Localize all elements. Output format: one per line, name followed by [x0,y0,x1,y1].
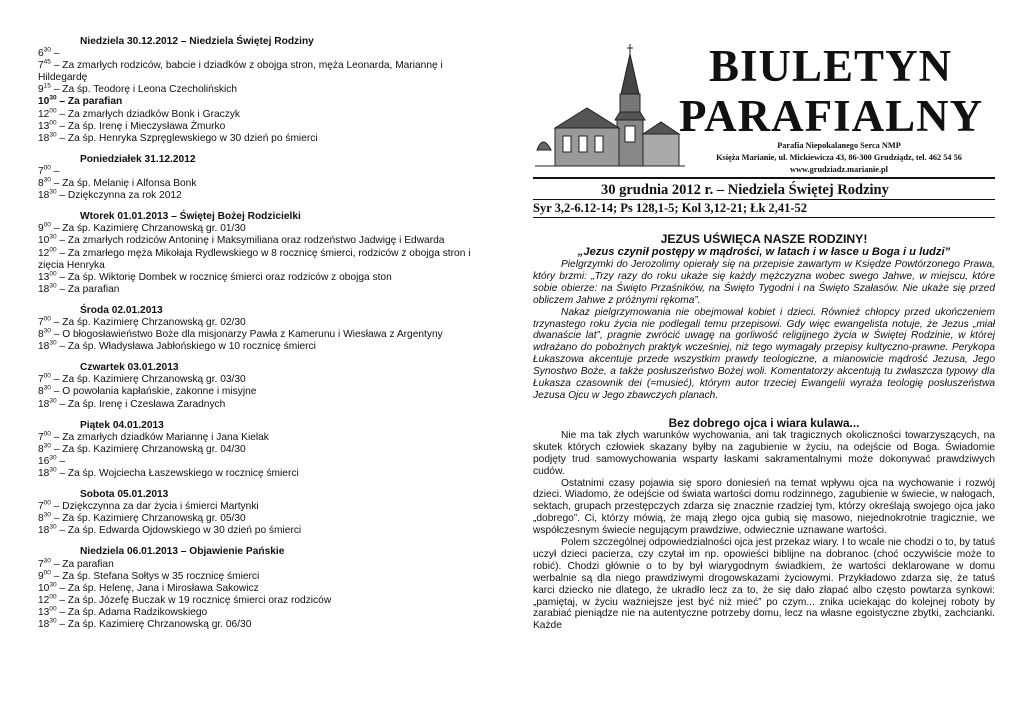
mass-intention: – Za parafian [56,96,123,108]
mass-hour: 9 [38,570,44,582]
mass-intention: – Za śp. Józefę Buczak w 19 rocznicę śmierci oraz rodziców [56,594,332,606]
mass-hour: 7 [38,165,44,177]
mass-entry [38,166,486,178]
section-paragraph: Polem szczególnej odpowiedzialności ojca jest przekaz wiary. I to wcale nie chodzi o to, by tatuś uczył dzieci pacierza, czy czytał im np. opowieści biblijne na dobranoc (choć oczywiście może to robić). Chodzi głównie o to by był wiarygodnym świadkiem, że wartości deklarowane w domu werbalnie są dla niego prawdziwymi drogowskazami życiowymi. Przykładowo zdarza się, że tatuś karci dziecko nie dlatego, że ukradło lecz za to, że się dało złapać albo często powtarza synkowi: „pamiętaj, w życiu ważniejsze jest być niż mieć” po czym... znika uciekając do kolejnej roboty by zarabiać pieniądze nie na autentyczne potrzeby domu, lecz na własne egoistyczne zbytki, zachcianki. Każde [533,537,995,632]
mass-minute: 00 [49,593,57,601]
mass-intention: – Za parafian [50,558,114,570]
mass-entry [38,444,486,456]
parish-address: Księża Marianie, ul. Mickiewicza 43, 86-300 Grudziądz, tel. 462 54 56 [716,153,962,162]
mass-hour: 7 [38,316,44,328]
mass-hour: 13 [38,120,50,132]
mass-intention: – Za zmarłego męża Mikołaja Rydlewskiego w 8 rocznicę śmierci, rodziców z obojga stron i zięcia Henryka [38,247,471,271]
mass-hour: 8 [38,178,44,190]
mass-minute: 30 [49,188,57,196]
schedule-day [38,546,486,631]
mass-minute: 30 [49,282,57,290]
mass-intention: – Za śp. Wojciecha Łaszewskiego w rocznicę śmierci [56,468,299,479]
parish-website: www.grudziadz.marianie.pl [790,165,888,174]
mass-intention: – [56,455,66,467]
mass-entry [38,60,486,84]
mass-minute: 00 [43,499,51,507]
mass-intention: – Za śp. Kazimierę Chrzanowską gr. 06/30 [56,619,252,631]
mass-intention: – Za śp. Kazimierę Chrzanowską gr. 02/30 [50,316,246,328]
mass-minute: 00 [43,569,51,577]
schedule-day [38,489,486,537]
schedule-day [38,154,486,202]
mass-entry [38,571,486,583]
mass-minute: 00 [43,164,51,172]
mass-minute: 00 [43,372,51,380]
mass-entry [38,223,486,235]
mass-entry [38,468,486,480]
bulletin-right-column [533,30,995,632]
mass-minute: 30 [43,327,51,335]
mass-entry [38,595,486,607]
mass-hour: 13 [38,606,50,618]
mass-hour: 6 [38,48,44,60]
mass-intention: – Za śp. Kazimierę Chrzanowską gr. 04/30 [50,443,246,455]
mass-hour: 16 [38,455,50,467]
mass-entry [38,583,486,595]
bulletin-title-line2: PARAFIALNY [679,91,984,141]
mass-minute: 15 [43,82,51,90]
schedule-day [38,420,486,480]
mass-entry [38,284,486,296]
mass-intention: – Za śp. Władysława Jabłońskiego w 10 rocznicę śmierci [56,341,316,353]
mass-hour: 18 [38,190,50,202]
issue-date: 30 grudnia 2012 r. – Niedziela Świętej Rodziny [601,182,889,198]
mass-hour: 18 [38,283,50,295]
mass-minute: 00 [43,221,51,229]
mass-entry [38,329,486,341]
mass-entry [38,341,486,353]
day-title: Sobota 05.01.2013 [80,489,169,501]
liturgical-readings: Syr 3,2-6.12-14; Ps 128,1-5; Kol 3,12-21; Łk 2,41-52 [533,199,995,218]
mass-minute: 00 [49,107,57,115]
mass-hour: 18 [38,341,50,353]
mass-intention: – Za śp. Henryka Szpręglewskiego w 30 dzień po śmierci [56,132,318,144]
mass-hour: 12 [38,594,50,606]
mass-entry [38,399,486,411]
schedule-day [38,362,486,410]
mass-minute: 30 [43,46,51,54]
mass-hour: 7 [38,501,44,513]
mass-entry [38,121,486,133]
mass-intention: – Za śp. Kazimierę Chrzanowską gr. 01/30 [50,223,246,235]
mass-minute: 00 [43,315,51,323]
mass-schedule [38,36,486,640]
mass-intention: – O powołania kapłańskie, zakonne i misyjne [50,386,257,398]
mass-hour: 9 [38,84,44,96]
mass-hour: 12 [38,247,50,259]
mass-minute: 30 [49,234,57,242]
mass-entry [38,432,486,444]
mass-entry [38,190,486,202]
mass-hour: 10 [38,235,50,247]
mass-hour: 7 [38,558,44,570]
mass-intention: – Za zmarłych dziadków Bonk i Graczyk [56,108,241,120]
day-title: Środa 02.01.2013 [80,304,163,316]
mass-intention: – Za zmarłych rodziców Antoninę i Maksymiliana oraz rodzeństwo Jadwigę i Edwarda [56,235,445,247]
mass-minute: 30 [49,466,57,474]
mass-intention: – Za śp. Teodorę i Leona Czecholińskich [50,84,238,96]
mass-entry [38,248,486,272]
mass-minute: 00 [49,270,57,278]
mass-intention: – O błogosławieństwo Boże dla misjonarzy Pawła z Kamerunu i Wiesława z Argentyny [50,329,443,341]
day-title: Niedziela 30.12.2012 – Niedziela Świętej Rodziny [80,36,314,47]
mass-hour: 18 [38,398,50,410]
section-title: Bez dobrego ojca i wiara kulawa... [668,415,860,430]
mass-hour: 13 [38,271,50,283]
article-paragraph: Nakaz pielgrzymowania nie obejmował kobiet i dzieci. Również chłopcy przed ukończeniem trzynastego roku życia nie podlegali temu przepisowi. Gdy więc ewangelista notuje, że Jezus „miał dwanaście lat”, pragnie zwrócić uwagę na gorliwość religijnego życia w Świętej Rodzinie, w której wdrażano do pobożnych praktyk wcześniej, niż tego wymagały przepisy kultyczno-prawne. Perykopa Łukaszowa akcentuje przede wszystkim prawdy teologiczne, a mianowicie mądrość Jezusa, Jego Synostwo Boże, a także posłuszeństwo Bożej woli. Komentatorzy akcentują tu zwłaszcza typowy dla Łukasza czasownik dei (=musieć), którym autor trzeciej Ewangelii wyraża teologię posłuszeństwa Jezusa Ojcu w Jego zbawczych planach. [533,306,995,401]
article-paragraph: Pielgrzymki do Jerozolimy opierały się na przepisie zawartym w Księdze Powtórzonego Prawa, który brzmi: „Trzy razy do roku ukaże się każdy mężczyzna wobec swego Jahwe, w miejscu, które sobie obierze: na Święto Przaśników, na Święto Tygodni i na Święto Szałasów. Nie ukaże się przed obliczem Jahwe z próżnymi rękoma”. [533,259,995,306]
mass-intention: – [50,48,60,60]
mass-minute: 00 [49,246,57,254]
mass-minute: 30 [43,176,51,184]
mass-hour: 7 [38,374,44,386]
schedule-day [38,211,486,296]
mass-hour: 18 [38,525,50,537]
mass-intention: – Za zmarłych dziadków Mariannę i Jana Kielak [50,431,269,443]
mass-entry [38,456,486,468]
masthead [533,30,995,172]
mass-minute: 00 [43,430,51,438]
mass-intention: – Za śp. Irenę i Mieczysława Żmurko [56,120,226,132]
mass-entry [38,525,486,537]
mass-entry [38,272,486,284]
mass-intention: – Za parafian [56,283,120,295]
mass-hour: 18 [38,619,50,631]
divider [533,177,995,179]
mass-entry [38,374,486,386]
mass-hour: 8 [38,386,44,398]
mass-hour: 10 [38,582,50,594]
mass-entry [38,501,486,513]
mass-hour: 12 [38,108,50,120]
mass-intention: – Za śp. Irenę i Czesława Zaradnych [56,398,226,410]
section-paragraph: Ostatnimi czasy pojawia się sporo doniesień na temat wpływu ojca na wychowanie i rozwój dzieci. Wiadomo, że odejście od świata wartości domu rodzinnego, zagubienie w świecie, w nałogach, sektach, grupach przestępczych zdarza się znacznie rzadziej tym, którzy określają swojego ojca jako „dobrego”. Ci, którzy mówią, że mają złego ojca gubią się masowo, niejednokrotnie tragicznie, we współczesnym świecie negującym prawdziwe, odwiecznie uznawane wartości. [533,477,995,537]
mass-intention: – Dziękczynna za rok 2012 [56,190,182,202]
mass-entry [38,48,486,60]
mass-entry [38,513,486,525]
mass-hour: 10 [38,96,50,108]
mass-intention: – [50,165,60,177]
mass-hour: 7 [38,431,44,443]
mass-intention: – Za śp. Kazimierę Chrzanowską gr. 05/30 [50,513,246,525]
mass-minute: 30 [43,557,51,565]
mass-entry [38,317,486,329]
article-title: JEZUS UŚWIĘCA NASZE RODZINY! [660,232,868,246]
mass-minute: 00 [49,119,57,127]
mass-hour: 8 [38,329,44,341]
parish-name: Parafia Niepokalanego Serca NMP [777,141,901,150]
mass-hour: 8 [38,513,44,525]
church-illustration [535,42,685,170]
day-title: Niedziela 06.01.2013 – Objawienie Pańskie [80,546,285,558]
mass-intention: – Za śp. Helenę, Jana i Mirosława Sakowicz [56,582,259,594]
mass-minute: 30 [43,511,51,519]
mass-minute: 00 [49,605,57,613]
mass-entry [38,96,486,108]
mass-minute: 30 [49,581,57,589]
mass-minute: 30 [49,454,57,462]
mass-intention: – Za śp. Edwarda Ojdowskiego w 30 dzień po śmierci [56,525,302,537]
mass-hour: 9 [38,223,44,235]
mass-minute: 30 [49,397,57,405]
day-title: Piątek 04.01.2013 [80,419,164,431]
mass-intention: – Za śp. Melanię i Alfonsa Bonk [50,178,197,190]
mass-intention: – Za śp. Stefana Sołtys w 35 rocznicę śmierci [50,570,260,582]
day-title: Wtorek 01.01.2013 – Świętej Bożej Rodzicielki [80,211,301,223]
mass-hour: 7 [38,60,44,72]
mass-hour: 8 [38,443,44,455]
mass-hour: 18 [38,132,50,144]
mass-entry [38,619,486,631]
bulletin-title-line1: BIULETYN [709,41,953,91]
mass-intention: – Za śp. Kazimierę Chrzanowską gr. 03/30 [50,374,246,386]
mass-minute: 30 [49,131,57,139]
mass-entry [38,109,486,121]
mass-minute: 30 [43,385,51,393]
mass-minute: 30 [49,339,57,347]
mass-entry [38,178,486,190]
mass-entry [38,133,486,145]
mass-intention: – Dziękczynna za dar życia i śmierci Martynki [50,501,259,513]
schedule-day [38,36,486,145]
section-paragraph: Nie ma tak złych warunków wychowania, ani tak tragicznych okoliczności towarzyszących, na skutek których człowiek skazany byłby na zagubienie w życiu, na odejście od Boga. Świadomie podjęty trud samowychowania wsparty łaskami sakramentalnymi może dokonywać prawdziwych cudów. [533,429,995,477]
day-title: Czwartek 03.01.2013 [80,362,179,374]
mass-entry [38,235,486,247]
mass-minute: 30 [43,442,51,450]
mass-minute: 45 [43,58,51,66]
mass-minute: 30 [49,617,57,625]
mass-entry [38,607,486,619]
mass-minute: 30 [49,523,57,531]
mass-intention: – Za śp. Adama Radzikowskiego [56,606,208,618]
schedule-day [38,305,486,353]
mass-hour: 18 [38,468,50,479]
mass-entry [38,559,486,571]
mass-entry [38,84,486,96]
article-subtitle: „Jezus czynił postępy w mądrości, w latach i w łasce u Boga i u ludzi” [577,246,951,258]
mass-intention: – Za zmarłych rodziców, babcie i dziadków z obojga stron, męża Leonarda, Mariannę i Hildegardę [38,60,443,84]
mass-entry [38,386,486,398]
mass-intention: – Za śp. Wiktorię Dombek w rocznicę śmierci oraz rodziców z obojga ston [56,271,392,283]
day-title: Poniedziałek 31.12.2012 [80,153,196,165]
mass-minute: 30 [49,95,57,103]
